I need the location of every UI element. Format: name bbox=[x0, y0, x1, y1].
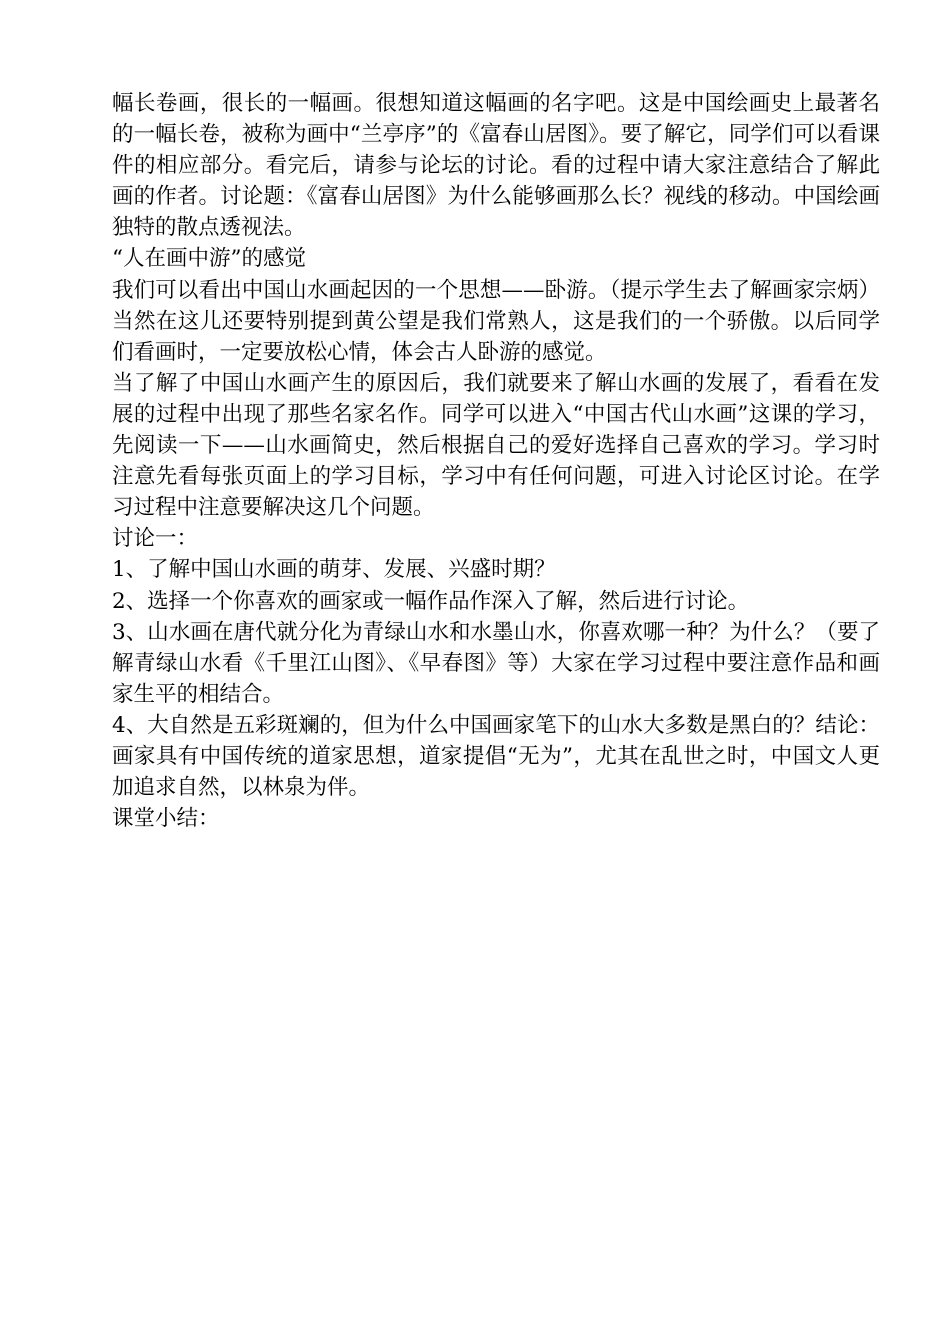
paragraph-class-summary: 课堂小结： bbox=[112, 806, 220, 832]
document-body bbox=[112, 88, 880, 834]
paragraph-in-painting-feeling: “人在画中游”的感觉 bbox=[112, 246, 306, 272]
paragraph-discussion-heading: 讨论一： bbox=[112, 526, 199, 552]
paragraph-development-study: 当了解了中国山水画产生的原因后，我们就要来了解山水画的发展了，看看在发展的过程中出现了那些名家名作。同学可以进入“中国古代山水画”这课的学习，先阅读一下——山水画简史，然后根据自己的爱好选择自己喜欢的学习。学习时注意先看每张页面上的学习目标，学习中有任何问题，可进入讨论区讨论。在学习过程中注意要解决这几个问题。 bbox=[112, 370, 880, 521]
paragraph-scroll-painting-intro: 幅长卷画，很长的一幅画。很想知道这幅画的名字吧。这是中国绘画史上最著名的一幅长卷，被称为画中“兰亭序”的《富春山居图》。要了解它，同学们可以看课件的相应部分。看完后，请参与论坛的讨论。看的过程中请大家注意结合了解此画的作者。讨论题：《富春山居图》为什么能够画那么长？视线的移动。中国绘画独特的散点透视法。 bbox=[112, 91, 880, 241]
list-item-question-2: 2、选择一个你喜欢的画家或一幅作品作深入了解，然后进行讨论。 bbox=[112, 588, 750, 614]
list-item-question-3: 3、山水画在唐代就分化为青绿山水和水墨山水，你喜欢哪一种？为什么？（要了解青绿山水看《千里江山图》、《早春图》等）大家在学习过程中要注意作品和画家生平的相结合。 bbox=[112, 619, 880, 707]
paragraph-woyou-idea: 我们可以看出中国山水画起因的一个思想——卧游。（提示学生去了解画家宗炳）当然在这儿还要特别提到黄公望是我们常熟人，这是我们的一个骄傲。以后同学们看画时，一定要放松心情，体会古人卧游的感觉。 bbox=[112, 277, 880, 365]
list-item-question-1: 1、了解中国山水画的萌芽、发展、兴盛时期？ bbox=[112, 557, 556, 583]
list-item-question-4: 4、大自然是五彩斑斓的，但为什么中国画家笔下的山水大多数是黑白的？结论：画家具有中国传统的道家思想，道家提倡“无为”，尤其在乱世之时，中国文人更加追求自然，以林泉为伴。 bbox=[112, 712, 880, 801]
